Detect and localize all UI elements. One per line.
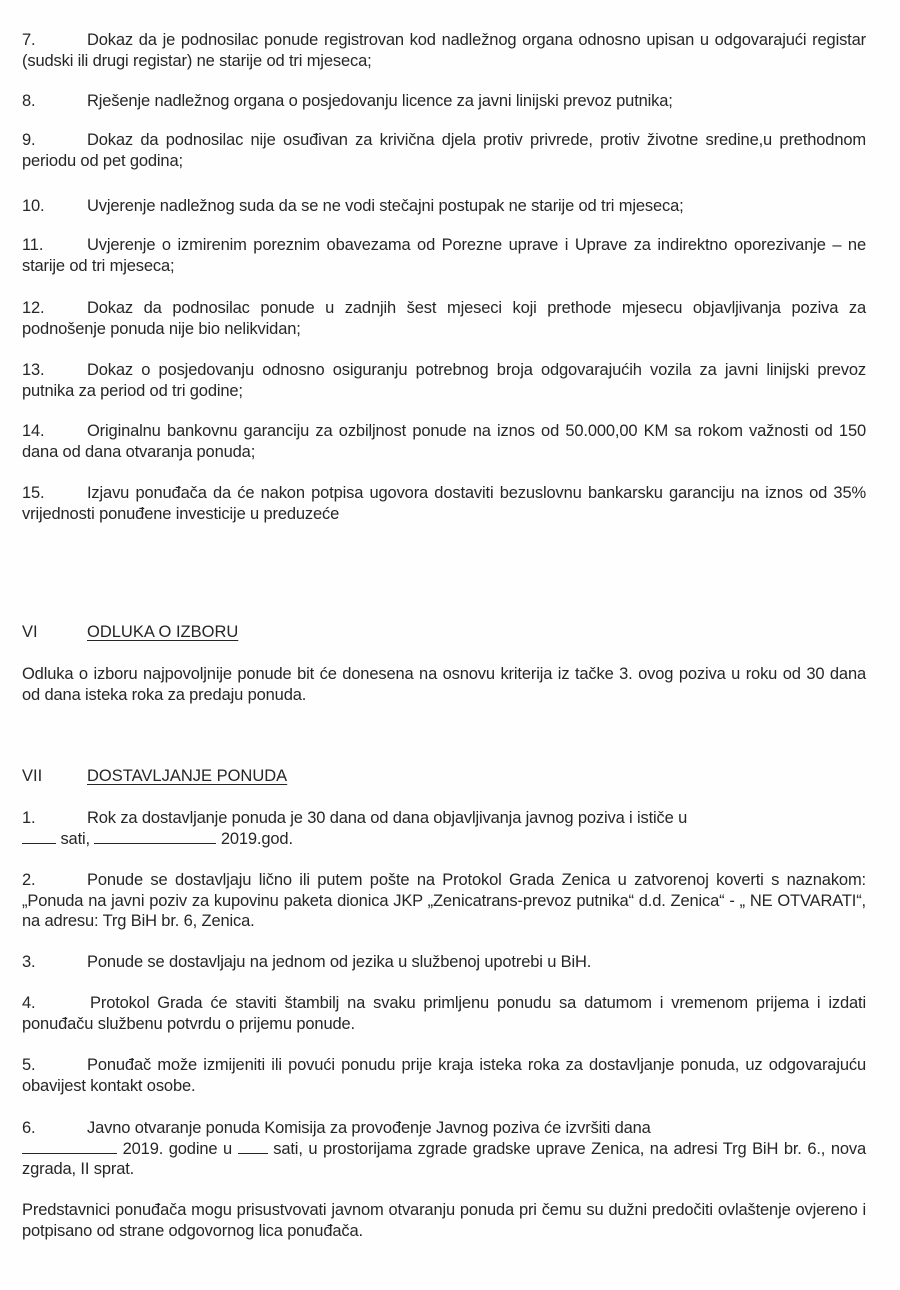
item-text: 2019. godine u (122, 1139, 233, 1158)
item-text: Izjavu ponuđača da će nakon potpisa ugovora dostaviti bezuslovnu bankarsku garanciju na iznos od 35% vrijednosti ponuđene investicije u preduzeće (22, 484, 866, 523)
delivery-item-4 (22, 993, 866, 1034)
item-text: Dokaz da podnosilac ponude u zadnjih šest mjeseci koji prethode mjesecu objavljivanja poziva za podnošenje ponuda nije bio nelikvidan; (22, 299, 866, 338)
requirement-item-11 (22, 235, 866, 276)
delivery-item-1 (22, 808, 866, 849)
section-vii-heading (22, 766, 287, 786)
item-text: Dokaz da podnosilac nije osuđivan za krivična djela protiv privrede, protiv životne sredine,u prethodnom periodu od pet godina; (22, 131, 866, 170)
item-text: Protokol Grada će staviti štambilj na svaku primljenu ponudu sa datumom i vremenom prijema i izdati ponuđaču službenu potvrdu o prijemu ponude. (22, 994, 866, 1033)
requirement-item-10 (22, 196, 866, 217)
item-text: 2019.god. (220, 829, 293, 848)
item-text: Ponuđač može izmijeniti ili povući ponudu prije kraja isteka roka za dostavljanje ponuda, uz odgovarajuću obavijest kontakt osobe. (22, 1056, 866, 1095)
item-text: Uvjerenje nadležnog suda da se ne vodi stečajni postupak ne starije od tri mjeseca; (87, 197, 684, 215)
section-vi-heading (22, 622, 238, 642)
item-text: sati, u prostorijama zgrade gradske uprave Zenica, na adresi Trg BiH br. 6., nova zgrada, II sprat. (22, 1139, 866, 1178)
item-number: 9. (22, 131, 36, 149)
section-title: DOSTAVLJANJE PONUDA (87, 767, 288, 785)
blank-date-field (22, 1139, 117, 1154)
blank-time-field (22, 829, 56, 844)
delivery-item-5 (22, 1055, 866, 1096)
blank-time-field (238, 1139, 268, 1154)
paragraph-text: Predstavnici ponuđača mogu prisustvovati javnom otvaranju ponuda pri čemu su dužni predočiti ovlaštenje ovjereno i potpisano od strane odgovornog lica ponuđača. (22, 1201, 866, 1240)
requirement-item-9 (22, 130, 866, 171)
item-number: 2. (22, 871, 36, 889)
item-text: Uvjerenje o izmirenim poreznim obavezama od Porezne uprave i Uprave za indirektno oporezivanje – ne starije od tri mjeseca; (22, 236, 866, 275)
item-text: Ponude se dostavljaju lično ili putem pošte na Protokol Grada Zenica u zatvorenoj koverti s naznakom: „Ponuda na javni poziv za kupovinu paketa dionica JKP „Zenicatrans-prevoz putnika“ d.d. Zenica“ - „ NE OTVARATI“, na adresu: Trg BiH br. 6, Zenica. (22, 871, 866, 930)
requirement-item-7 (22, 30, 866, 71)
item-number: 15. (22, 484, 45, 502)
item-text: Ponude se dostavljaju na jednom od jezika u službenoj upotrebi u BiH. (87, 953, 592, 971)
item-text: Javno otvaranje ponuda Komisija za provođenje Javnog poziva će izvršiti dana (87, 1119, 651, 1137)
item-number: 1. (22, 809, 36, 827)
requirement-item-14 (22, 421, 866, 462)
section-vi-paragraph (22, 664, 866, 705)
item-text: Rješenje nadležnog organa o posjedovanju licence za javni linijski prevoz putnika; (87, 92, 673, 110)
item-number: 3. (22, 953, 36, 971)
item-number: 12. (22, 299, 45, 317)
item-text: Originalnu bankovnu garanciju za ozbiljnost ponude na iznos od 50.000,00 KM sa rokom važnosti od 150 dana od dana otvaranja ponuda; (22, 422, 866, 461)
item-number: 6. (22, 1119, 36, 1137)
item-number: 13. (22, 361, 45, 379)
item-text: sati, (60, 829, 90, 848)
item-number: 10. (22, 197, 45, 215)
requirement-item-15 (22, 483, 866, 524)
item-text: Dokaz o posjedovanju odnosno osiguranju potrebnog broja odgovarajućih vozila za javni linijski prevoz putnika za period od tri godine; (22, 361, 866, 400)
item-text: Dokaz da je podnosilac ponude registrovan kod nadležnog organa odnosno upisan u odgovarajući registar (sudski ili drugi registar) ne starije od tri mjeseca; (22, 31, 866, 70)
item-number: 4. (22, 994, 36, 1012)
paragraph-text: Odluka o izboru najpovoljnije ponude bit će donesena na osnovu kriterija iz tačke 3. ovog poziva u roku od 30 dana od dana isteka roka za predaju ponuda. (22, 665, 866, 704)
requirement-item-12 (22, 298, 866, 339)
delivery-item-3 (22, 952, 866, 973)
item-number: 5. (22, 1056, 36, 1074)
closing-paragraph (22, 1200, 866, 1241)
item-number: 11. (22, 236, 44, 254)
delivery-item-6 (22, 1118, 866, 1180)
section-title: ODLUKA O IZBORU (87, 623, 239, 641)
requirement-item-13 (22, 360, 866, 401)
item-number: 14. (22, 422, 45, 440)
item-number: 8. (22, 92, 36, 110)
item-number: 7. (22, 31, 36, 49)
item-text: Rok za dostavljanje ponuda je 30 dana od dana objavljivanja javnog poziva i ističe u (87, 809, 688, 827)
blank-date-field (94, 829, 216, 844)
delivery-item-2 (22, 870, 866, 932)
section-number: VII (22, 767, 43, 785)
requirement-item-8 (22, 91, 866, 112)
section-number: VI (22, 623, 38, 641)
